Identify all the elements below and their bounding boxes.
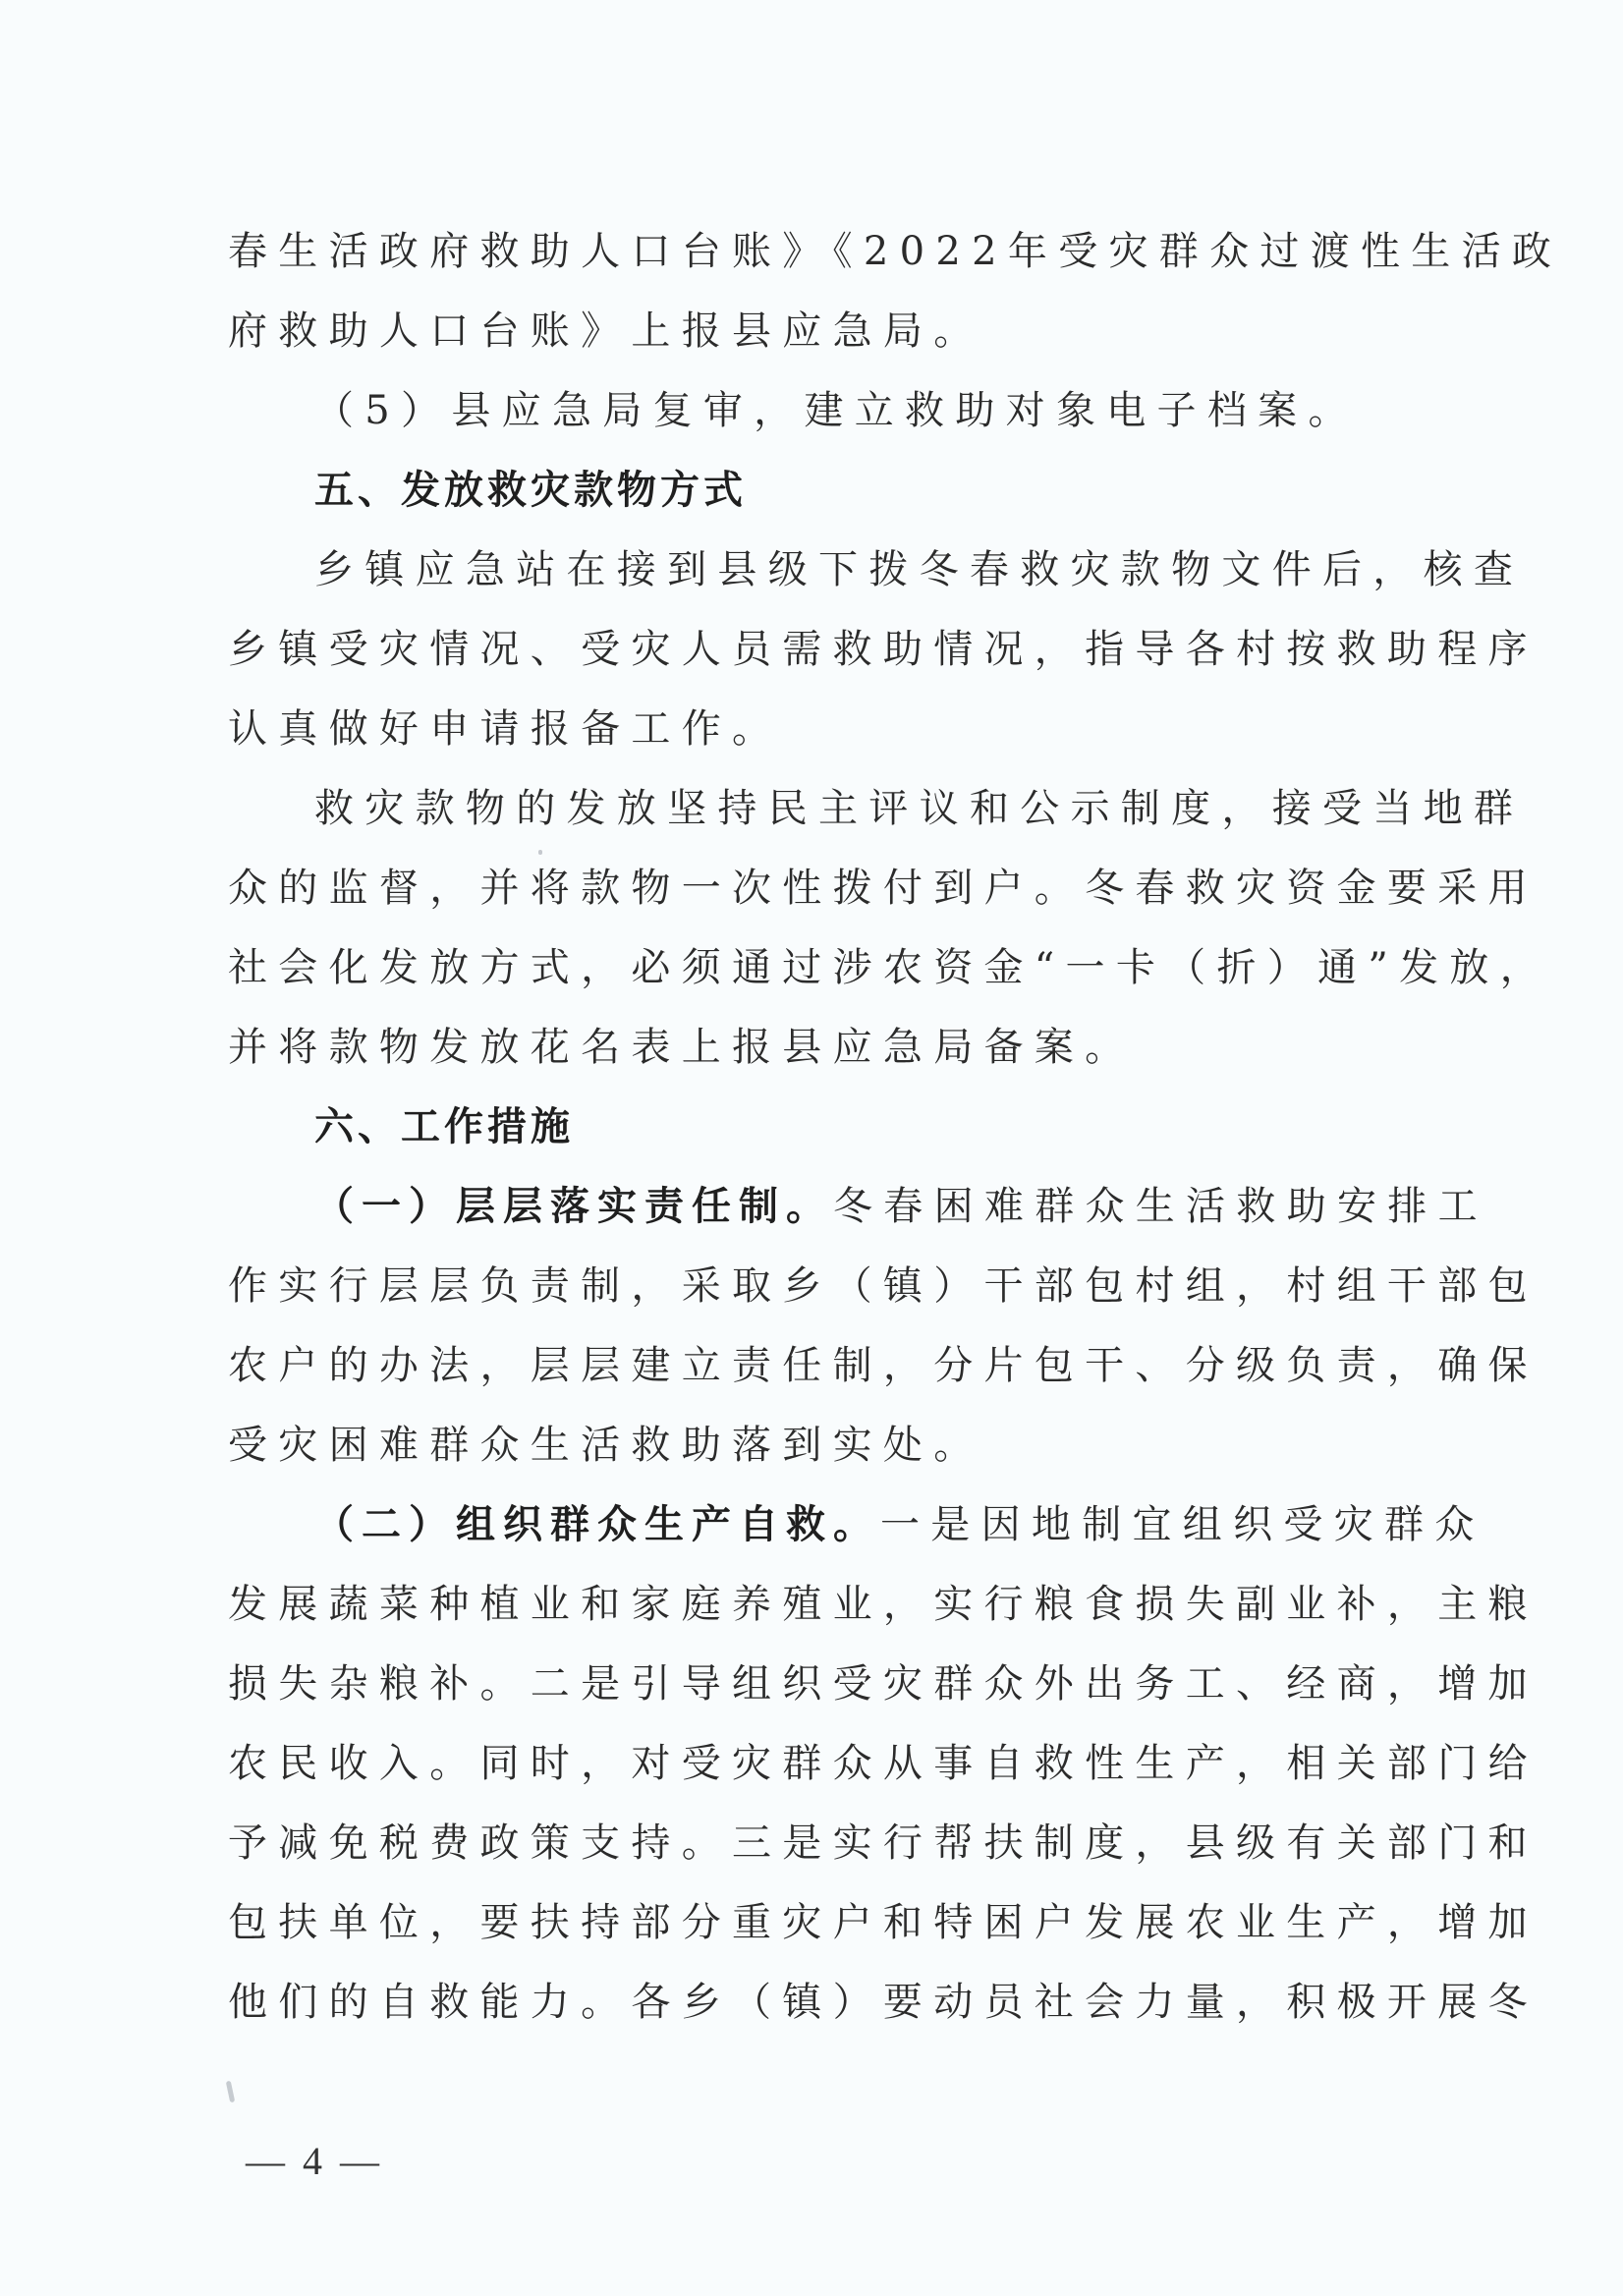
text-line: 他们的自救能力。各乡（镇）要动员社会力量，积极开展冬	[228, 1980, 1539, 2025]
section-heading-5: 五、发放救灾款物方式	[314, 468, 747, 513]
subsection-title: （一）层层落实责任制。	[314, 1184, 833, 1229]
text-line: 发展蔬菜种植业和家庭养殖业，实行粮食损失副业补，主粮	[228, 1582, 1539, 1627]
subsection-text: 冬春困难群众生活救助安排工	[833, 1184, 1488, 1229]
text-line: 乡镇受灾情况、受灾人员需救助情况，指导各村按救助程序	[228, 627, 1539, 672]
text-line: 受灾困难群众生活救助落到实处。	[228, 1423, 984, 1468]
text-line: 作实行层层负责制，采取乡（镇）干部包村组，村组干部包	[228, 1263, 1539, 1309]
subsection-1	[228, 1167, 1488, 1247]
text-line: 农户的办法，层层建立责任制，分片包干、分级负责，确保	[228, 1343, 1539, 1388]
text-line: 并将款物发放花名表上报县应急局备案。	[228, 1025, 1136, 1070]
text-line: 包扶单位，要扶持部分重灾户和特困户发展农业生产，增加	[228, 1900, 1539, 1945]
list-item-5: （5）县应急局复审，建立救助对象电子档案。	[314, 388, 1359, 433]
scan-artifact	[538, 850, 542, 855]
subsection-2	[228, 1485, 1485, 1565]
subsection-title: （二）组织群众生产自救。	[314, 1502, 880, 1547]
subsection-text: 一是因地制宜组织受灾群众	[880, 1502, 1485, 1547]
text-line: 众的监督，并将款物一次性拨付到户。冬春救灾资金要采用	[228, 866, 1539, 911]
scan-artifact	[226, 2081, 235, 2103]
text-line: 予减免税费政策支持。三是实行帮扶制度，县级有关部门和	[228, 1820, 1539, 1866]
document-body	[228, 212, 1563, 2043]
section-heading-6: 六、工作措施	[314, 1104, 574, 1149]
text-line: 社会化发放方式，必须通过涉农资金“一卡（折）通”发放，	[228, 945, 1550, 990]
text-line: 损失杂粮补。二是引导组织受灾群众外出务工、经商，增加	[228, 1661, 1539, 1707]
paragraph-start: 乡镇应急站在接到县级下拨冬春救灾款物文件后，核查	[314, 547, 1525, 592]
paragraph-start: 救灾款物的发放坚持民主评议和公示制度，接受当地群	[314, 786, 1525, 831]
page-number: — 4 —	[246, 2139, 383, 2183]
text-line: 春生活政府救助人口台账》《2022年受灾群众过渡性生活政	[228, 229, 1563, 274]
text-line: 农民收入。同时，对受灾群众从事自救性生产，相关部门给	[228, 1741, 1539, 1786]
text-line: 认真做好申请报备工作。	[228, 706, 783, 752]
text-line: 府救助人口台账》上报县应急局。	[228, 308, 984, 354]
